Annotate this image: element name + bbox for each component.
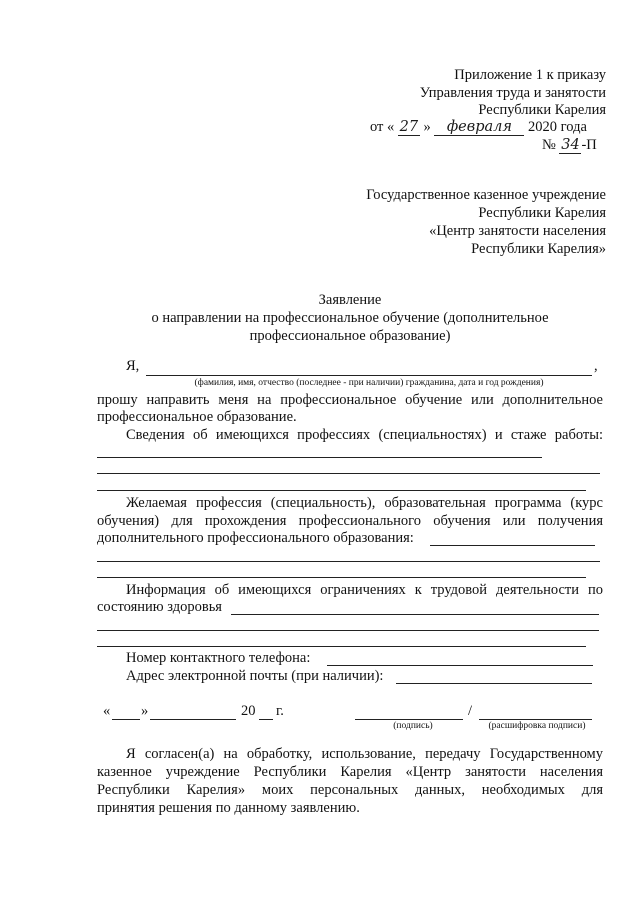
consent-line-3: Республики Карелия» моих персональных данных, необходимых для (97, 782, 603, 798)
phone-label: Номер контактного телефона: (126, 650, 311, 666)
number-suffix: -П (581, 137, 597, 153)
signature-line[interactable] (355, 719, 463, 720)
addressee-line-2: Республики Карелия (478, 205, 606, 221)
date-prefix: от « (370, 119, 395, 135)
health-input-line-2[interactable] (97, 630, 599, 631)
consent-line-4: принятия решения по данному заявлению. (97, 800, 360, 816)
number-handwritten: 34 (561, 137, 580, 153)
decoding-hint: (расшифровка подписи) (488, 721, 586, 731)
experience-line-1[interactable] (97, 457, 542, 458)
signature-slash: / (468, 703, 473, 719)
health-input-line-3[interactable] (97, 646, 586, 647)
health-line-2: состоянию здоровья (97, 599, 222, 615)
sign-month-line[interactable] (150, 719, 236, 720)
appendix-department: Управления труда и занятости (419, 85, 606, 101)
health-line-1: Информация об имеющихся ограничениях к трудовой деятельности по (126, 582, 603, 598)
order-number (542, 137, 612, 155)
date-day-handwritten: 27 (399, 119, 419, 135)
appendix-date (370, 119, 610, 137)
email-label: Адрес электронной почты (при наличии): (126, 668, 384, 684)
health-input-line-1[interactable] (231, 614, 599, 615)
desired-line-2: обучения) для прохождения профессионального обучения или получения (97, 513, 603, 529)
number-sign: № (542, 137, 556, 153)
request-line-1: прошу направить меня на профессиональное обучение или дополнительное (97, 392, 603, 408)
appendix-title: Приложение 1 к приказу (454, 67, 606, 83)
desired-input-line-3[interactable] (97, 577, 586, 578)
desired-line-3: дополнительного профессионального образования: (97, 530, 414, 546)
experience-line-3[interactable] (97, 490, 586, 491)
date-year: 2020 года (528, 119, 587, 135)
addressee-line-1: Государственное казенное учреждение (366, 187, 606, 203)
request-line-2: профессиональное образование. (97, 409, 297, 425)
appendix-region: Республики Карелия (478, 102, 606, 118)
decoding-line[interactable] (479, 719, 592, 720)
addressee-line-4: Республики Карелия» (471, 241, 606, 257)
fio-hint: (фамилия, имя, отчество (последнее - при наличии) гражданина, дата и год рождения) (194, 378, 544, 388)
year-suffix: г. (276, 703, 284, 719)
document-title: Заявление (318, 292, 382, 308)
consent-line-1: Я согласен(а) на обработку, использование, передачу Государственному (126, 746, 603, 762)
experience-label: Сведения об имеющихся профессиях (специальностях) и стаже работы: (126, 427, 603, 443)
date-close-quote: » (141, 703, 149, 719)
ya-label: Я, (126, 358, 140, 374)
fio-line[interactable] (146, 375, 592, 376)
document-subtitle-1: о направлении на профессиональное обучение (дополнительное (151, 310, 549, 326)
desired-input-line-1[interactable] (430, 545, 595, 546)
date-quote-close: » (423, 119, 431, 135)
date-month-handwritten: февраля (434, 120, 524, 136)
sign-day-line[interactable] (112, 719, 140, 720)
desired-input-line-2[interactable] (97, 561, 600, 562)
experience-line-2[interactable] (97, 473, 600, 474)
desired-line-1: Желаемая профессия (специальность), образовательная программа (курс (126, 495, 603, 511)
email-input-line[interactable] (396, 683, 592, 684)
signature-hint: (подпись) (393, 721, 433, 731)
year-prefix: 20 (241, 703, 256, 719)
addressee-line-3: «Центр занятости населения (429, 223, 606, 239)
document-subtitle-2: профессиональное образование) (249, 328, 451, 344)
sign-year-line[interactable] (259, 719, 273, 720)
date-open-quote: « (103, 703, 111, 719)
fio-comma: , (594, 358, 598, 374)
consent-line-2: казенное учреждение Республики Карелия «Центр занятости населения (97, 764, 603, 780)
phone-input-line[interactable] (327, 665, 593, 666)
